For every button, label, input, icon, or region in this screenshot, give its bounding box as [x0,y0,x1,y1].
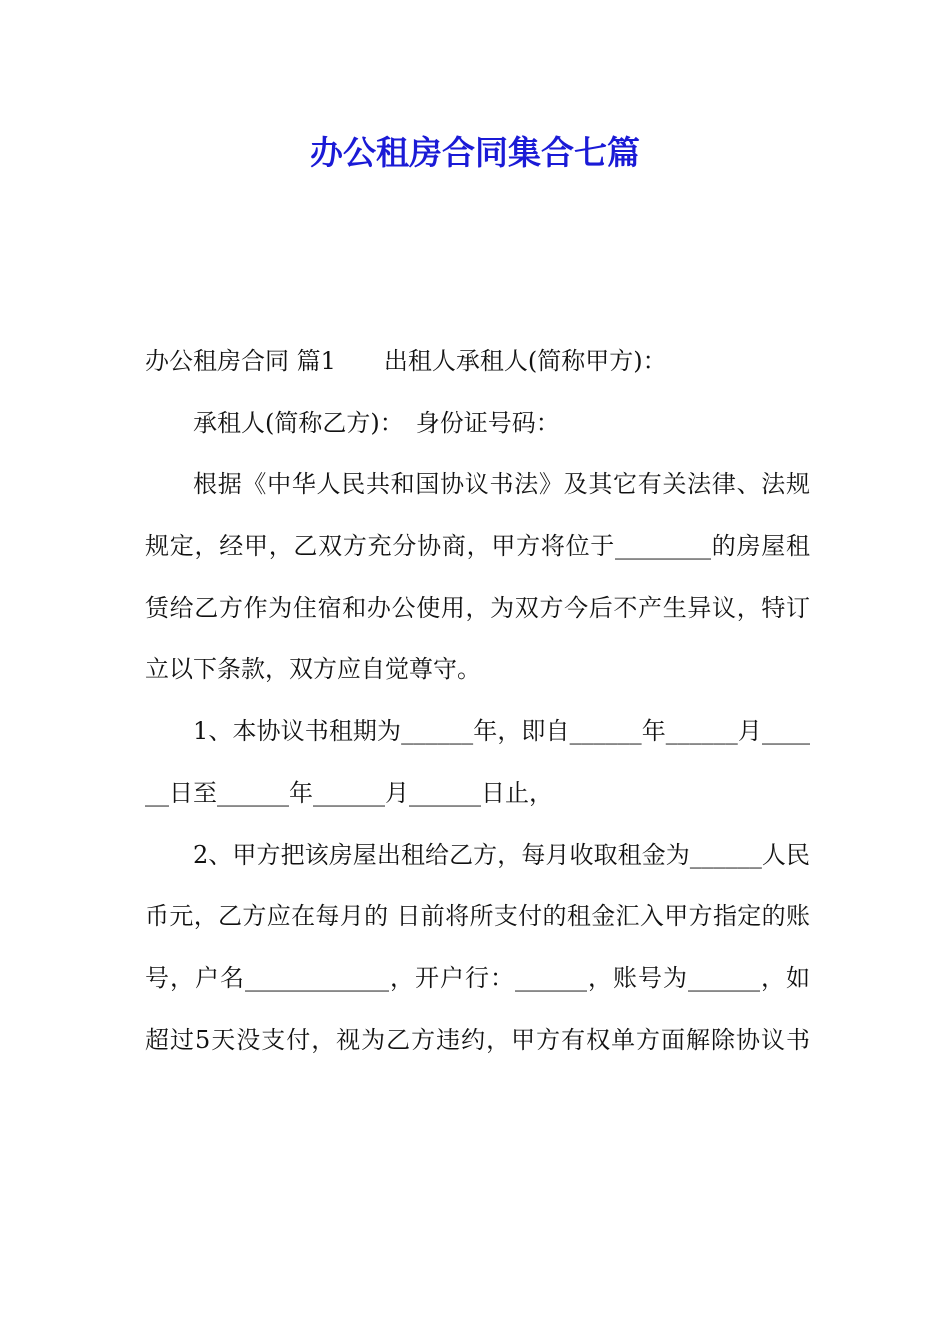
document-title: 办公租房合同集合七篇 [310,133,640,172]
text-line-10: 币元，乙方应在每月的 日前将所支付的租金汇入甲方指定的账 [145,902,810,931]
text-line-4: 规定，经甲，乙双方充分协商，甲方将位于________的房屋租 [145,532,810,561]
party-a-label: 出租人承租人(简称甲方)： [383,347,667,375]
document-body [145,338,810,1078]
text-line-9: 2、甲方把该房屋出租给乙方，每月收取租金为______人民 [193,840,810,869]
text-line-5: 赁给乙方作为住宿和办公使用，为双方今后不产生异议，特订 [145,593,810,622]
text-line-11: 号，户名____________，开户行：______，账号为______，如 [145,963,810,992]
text-line-2: 承租人(简称乙方)： 身份证号码： [193,408,560,437]
section-heading: 办公租房合同 篇1 [145,347,336,375]
text-line-6: 立以下条款，双方应自觉尊守。 [145,655,481,684]
text-line-3: 根据《中华人民共和国协议书法》及其它有关法律、法规 [193,470,810,499]
text-line-8: __日至______年______月______日止， [145,778,553,807]
text-line-1 [145,338,810,400]
text-line-7: 1、本协议书租期为______年，即自______年______月____ [193,717,810,746]
text-line-12: 超过5天没支付，视为乙方违约，甲方有权单方面解除协议书 [145,1025,810,1054]
